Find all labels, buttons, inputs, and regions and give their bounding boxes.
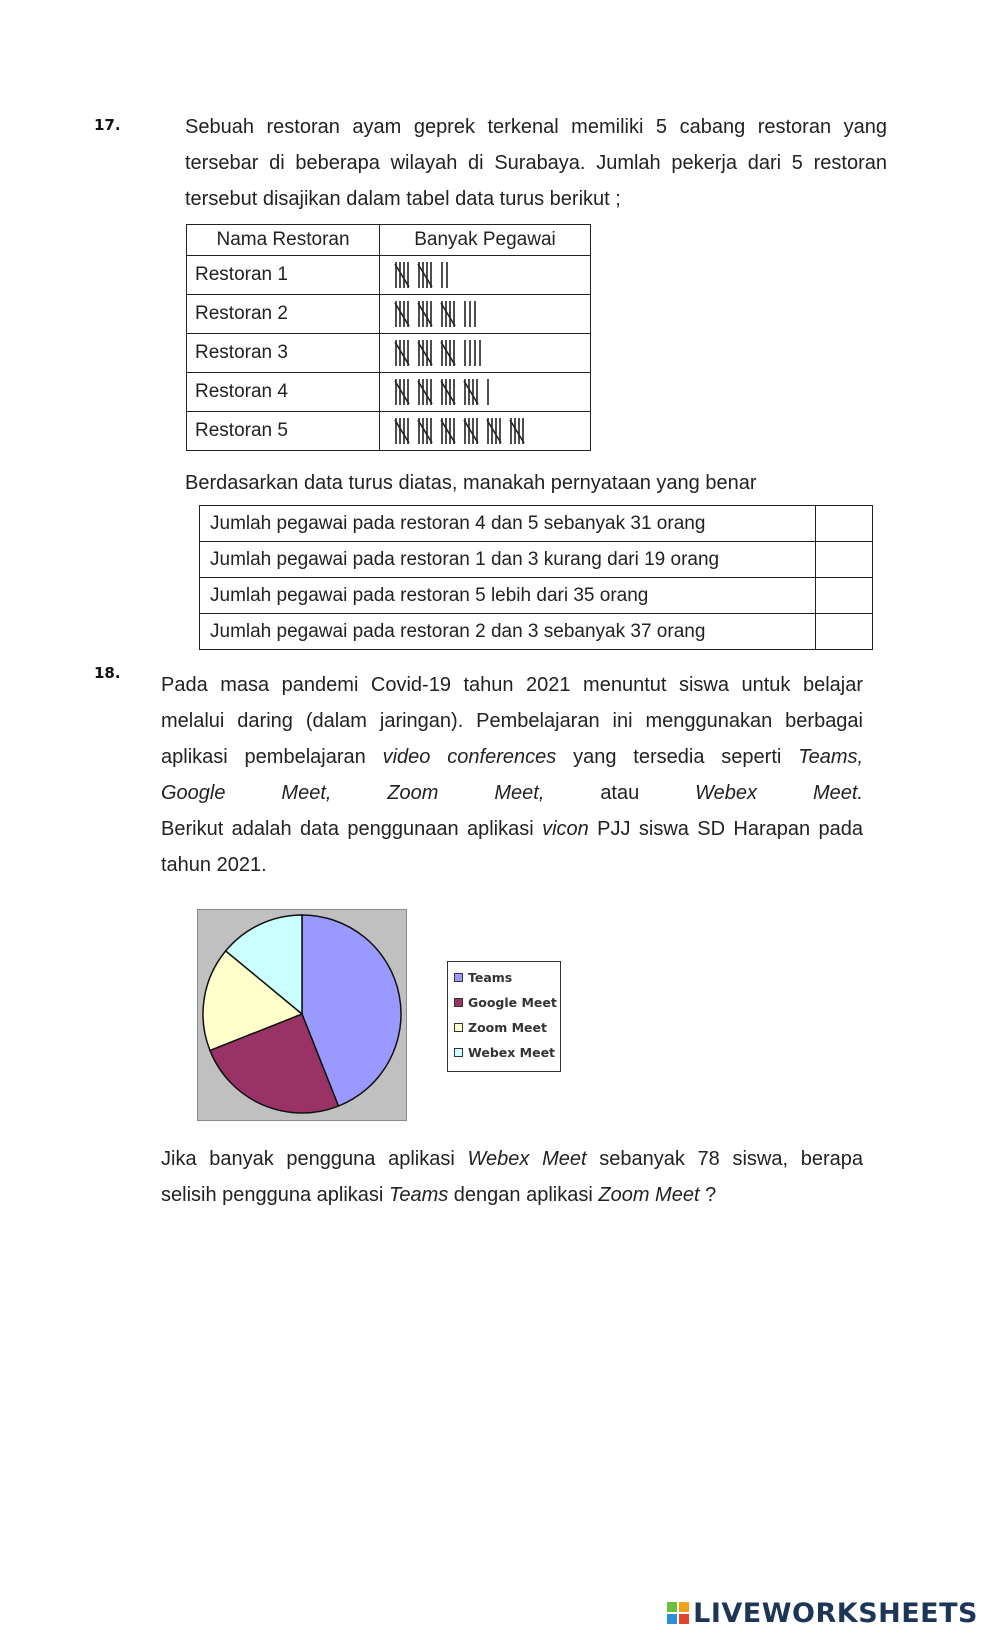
option-text: Jumlah pegawai pada restoran 2 dan 3 sebanyak 37 orang (200, 614, 816, 650)
tally-marks (380, 295, 591, 334)
q18-text: Webex Meet (467, 1148, 587, 1170)
tally-marks-graphic (394, 298, 574, 330)
brand-name: LIVEWORKSHEETS (693, 1598, 978, 1629)
option-row[interactable] (200, 506, 873, 542)
q18-line-1: Pada masa pandemi Covid-19 tahun 2021 menuntut siswa untuk belajar (161, 674, 863, 696)
q18-text: dengan aplikasi (453, 1184, 593, 1206)
q18-text: atau (600, 782, 640, 804)
tally-marks-graphic (394, 376, 574, 408)
pie-chart (198, 910, 406, 1120)
tally-stroke (441, 420, 455, 443)
tally-stroke (464, 420, 478, 443)
restaurant-name: Restoran 5 (187, 412, 380, 451)
q18-text: aplikasi pembelajaran (161, 746, 366, 768)
legend-swatch (454, 1023, 463, 1032)
q18-text: ? (705, 1184, 717, 1206)
tally-stroke (441, 303, 455, 326)
q18-question-line-2 (161, 1177, 863, 1213)
tally-stroke (395, 303, 409, 326)
tally-stroke (395, 264, 409, 287)
chart-legend (447, 961, 561, 1072)
option-text: Jumlah pegawai pada restoran 1 dan 3 kurang dari 19 orang (200, 542, 816, 578)
tally-stroke (441, 381, 455, 404)
option-row[interactable] (200, 542, 873, 578)
tally-stroke (418, 342, 432, 365)
restaurant-name: Restoran 2 (187, 295, 380, 334)
option-text: Jumlah pegawai pada restoran 5 lebih dari 35 orang (200, 578, 816, 614)
q18-text: selisih pengguna aplikasi (161, 1184, 384, 1206)
legend-item (448, 1040, 560, 1065)
q18-line-6: tahun 2021. (161, 854, 267, 876)
tally-stroke (464, 381, 478, 404)
option-checkbox[interactable] (816, 578, 873, 614)
liveworksheets-logo-icon (667, 1602, 689, 1624)
question-17-number: 17. (94, 116, 121, 134)
tally-stroke (418, 303, 432, 326)
q18-text: video conferences (382, 746, 557, 768)
tally-stroke (418, 381, 432, 404)
intro-line-1: Sebuah restoran ayam geprek terkenal memiliki 5 cabang restoran yang (185, 116, 887, 138)
q18-text: Meet, (494, 782, 545, 804)
header-employee-count: Banyak Pegawai (380, 225, 591, 256)
legend-label: Webex Meet (468, 1045, 556, 1060)
question-17-intro (185, 109, 887, 217)
pie-chart-area (197, 909, 407, 1121)
header-restaurant-name: Nama Restoran (187, 225, 380, 256)
q18-line-5 (161, 811, 863, 847)
restaurant-name: Restoran 3 (187, 334, 380, 373)
q18-text: Zoom Meet (598, 1184, 700, 1206)
tally-stroke (487, 420, 501, 443)
table-row (187, 256, 591, 295)
answer-options (199, 505, 873, 650)
table-row (187, 334, 591, 373)
q18-line-4 (161, 775, 863, 811)
tally-stroke (418, 420, 432, 443)
tally-marks-graphic (394, 337, 574, 369)
table-row (187, 412, 591, 451)
q18-text: Zoom (387, 782, 439, 804)
q18-line-2: melalui daring (dalam jaringan). Pembelajaran ini menggunakan berbagai (161, 710, 863, 732)
restaurant-name: Restoran 4 (187, 373, 380, 412)
legend-swatch (454, 973, 463, 982)
tally-stroke (395, 381, 409, 404)
tally-table-header (187, 225, 591, 256)
tally-marks-graphic (394, 415, 574, 447)
question-18-number: 18. (94, 664, 121, 682)
q18-text: Teams, (798, 746, 864, 768)
q18-text: Teams (388, 1184, 449, 1206)
intro-line-3: tersebut disajikan dalam tabel data turus berikut ; (185, 188, 621, 210)
legend-swatch (454, 1048, 463, 1057)
tally-stroke (418, 264, 432, 287)
q18-text: Webex (695, 782, 758, 804)
option-checkbox[interactable] (816, 542, 873, 578)
intro-line-2: tersebar di beberapa wilayah di Surabaya. Jumlah pekerja dari 5 restoran (185, 152, 887, 174)
option-row[interactable] (200, 614, 873, 650)
q18-question-line-1 (161, 1141, 863, 1177)
legend-item (448, 965, 560, 990)
q18-line-3 (161, 739, 863, 775)
q18-text: Berikut adalah data penggunaan aplikasi (161, 818, 534, 840)
tally-marks (380, 256, 591, 295)
q18-text: Jika banyak pengguna aplikasi (161, 1148, 455, 1170)
tally-marks (380, 373, 591, 412)
legend-label: Google Meet (468, 995, 557, 1010)
restaurant-name: Restoran 1 (187, 256, 380, 295)
q18-text: Google (161, 782, 226, 804)
question-17-prompt: Berdasarkan data turus diatas, manakah pernyataan yang benar (185, 472, 757, 494)
tally-stroke (441, 342, 455, 365)
legend-swatch (454, 998, 463, 1007)
q18-text: yang tersedia seperti (573, 746, 782, 768)
liveworksheets-brand (667, 1598, 978, 1629)
q18-text: PJJ siswa SD Harapan pada (597, 818, 864, 840)
table-row (187, 373, 591, 412)
legend-label: Zoom Meet (468, 1020, 547, 1035)
q18-text: Meet, (281, 782, 332, 804)
q18-text: sebanyak 78 siswa, berapa (599, 1148, 863, 1170)
option-checkbox[interactable] (816, 614, 873, 650)
option-text: Jumlah pegawai pada restoran 4 dan 5 sebanyak 31 orang (200, 506, 816, 542)
question-18-intro (161, 667, 863, 883)
option-row[interactable] (200, 578, 873, 614)
tally-stroke (395, 342, 409, 365)
tally-table (186, 224, 591, 451)
table-row (187, 295, 591, 334)
tally-marks-graphic (394, 259, 574, 291)
tally-stroke (395, 420, 409, 443)
q18-text: Meet. (812, 782, 863, 804)
tally-stroke (510, 420, 524, 443)
legend-item (448, 1015, 560, 1040)
tally-marks (380, 412, 591, 451)
q18-text: vicon (542, 818, 589, 840)
legend-item (448, 990, 560, 1015)
question-18-prompt (161, 1141, 863, 1213)
legend-label: Teams (468, 970, 513, 985)
option-checkbox[interactable] (816, 506, 873, 542)
tally-marks (380, 334, 591, 373)
